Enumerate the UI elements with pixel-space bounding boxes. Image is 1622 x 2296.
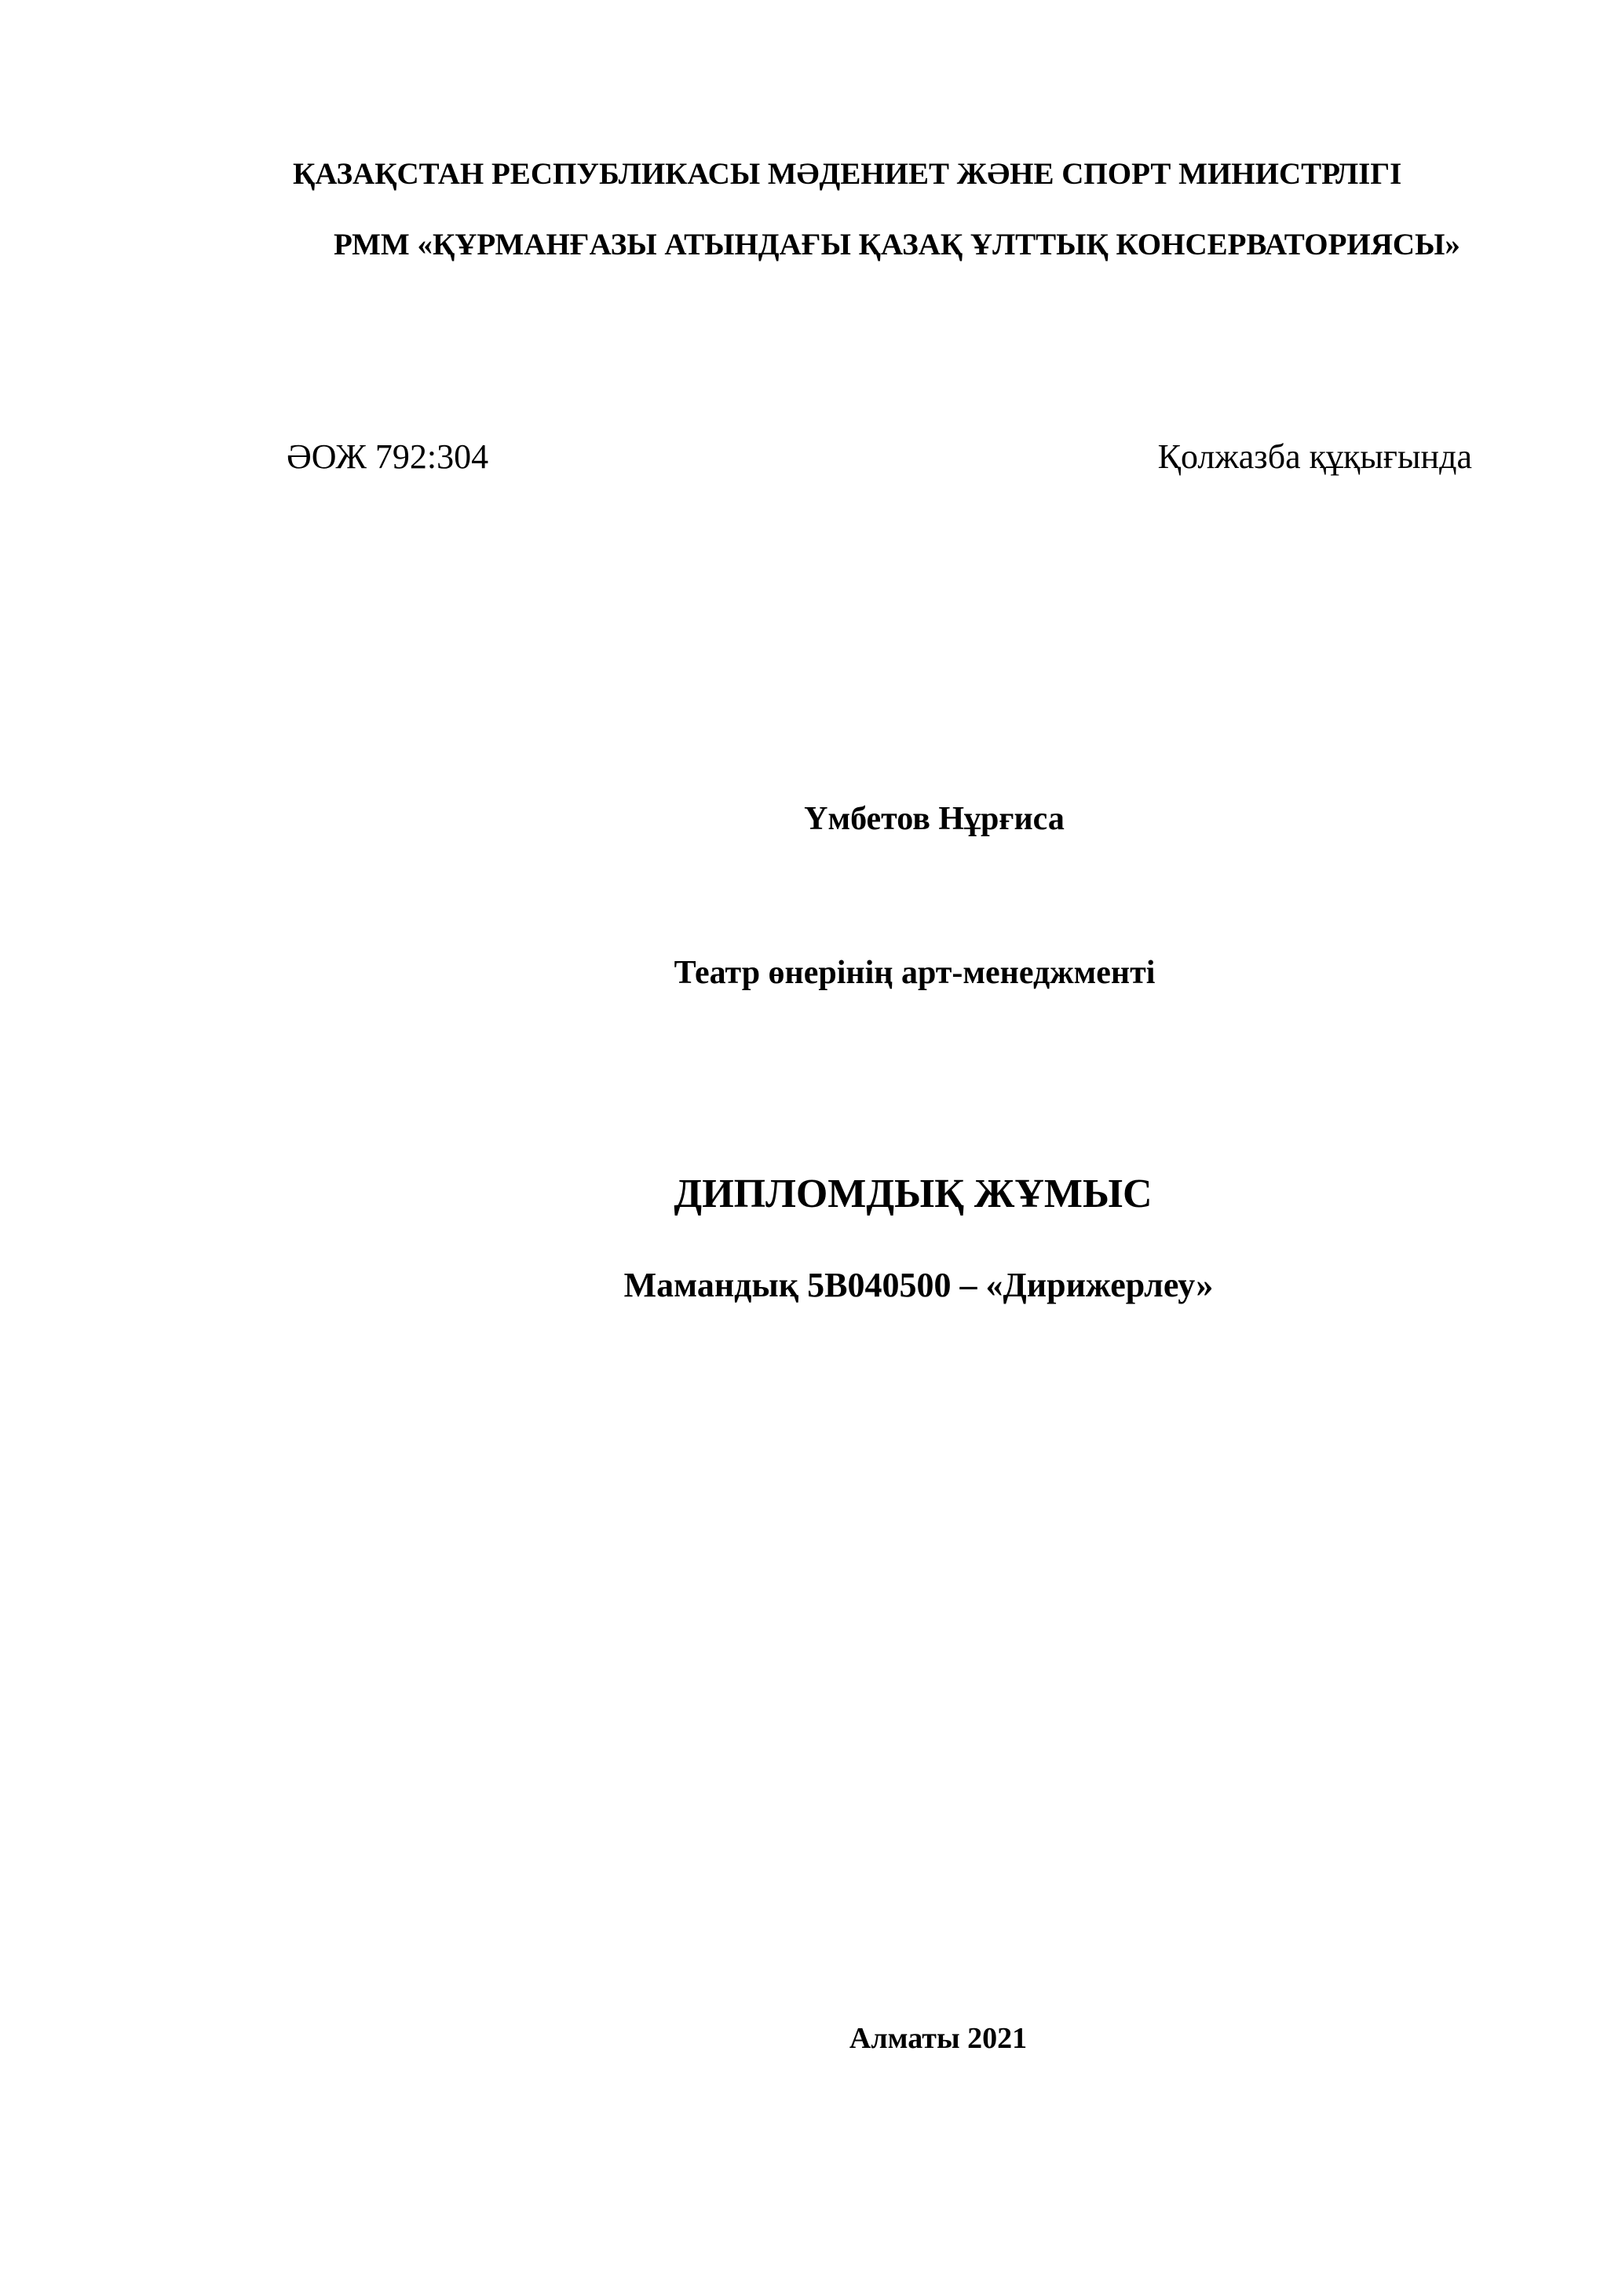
manuscript-rights: Қолжазба құқығында (1157, 437, 1472, 476)
udc-code: ӘОЖ 792:304 (287, 437, 489, 476)
city-year: Алматы 2021 (849, 2022, 1028, 2055)
work-type-title: ДИПЛОМДЫҚ ЖҰМЫС (674, 1172, 1153, 1216)
ministry-heading: ҚАЗАҚСТАН РЕСПУБЛИКАСЫ МӘДЕНИЕТ ЖӘНЕ СПОРТ МИНИСТРЛІГІ (293, 157, 1402, 191)
thesis-topic: Театр өнерінің арт-менеджменті (674, 955, 1156, 991)
institution-heading: РММ «ҚҰРМАНҒАЗЫ АТЫНДАҒЫ ҚАЗАҚ ҰЛТТЫҚ КОНСЕРВАТОРИЯСЫ» (334, 228, 1460, 261)
author-name: Үмбетов Нұрғиса (804, 801, 1065, 837)
specialty-line: Мамандық 5В040500 – «Дирижерлеу» (623, 1266, 1214, 1304)
